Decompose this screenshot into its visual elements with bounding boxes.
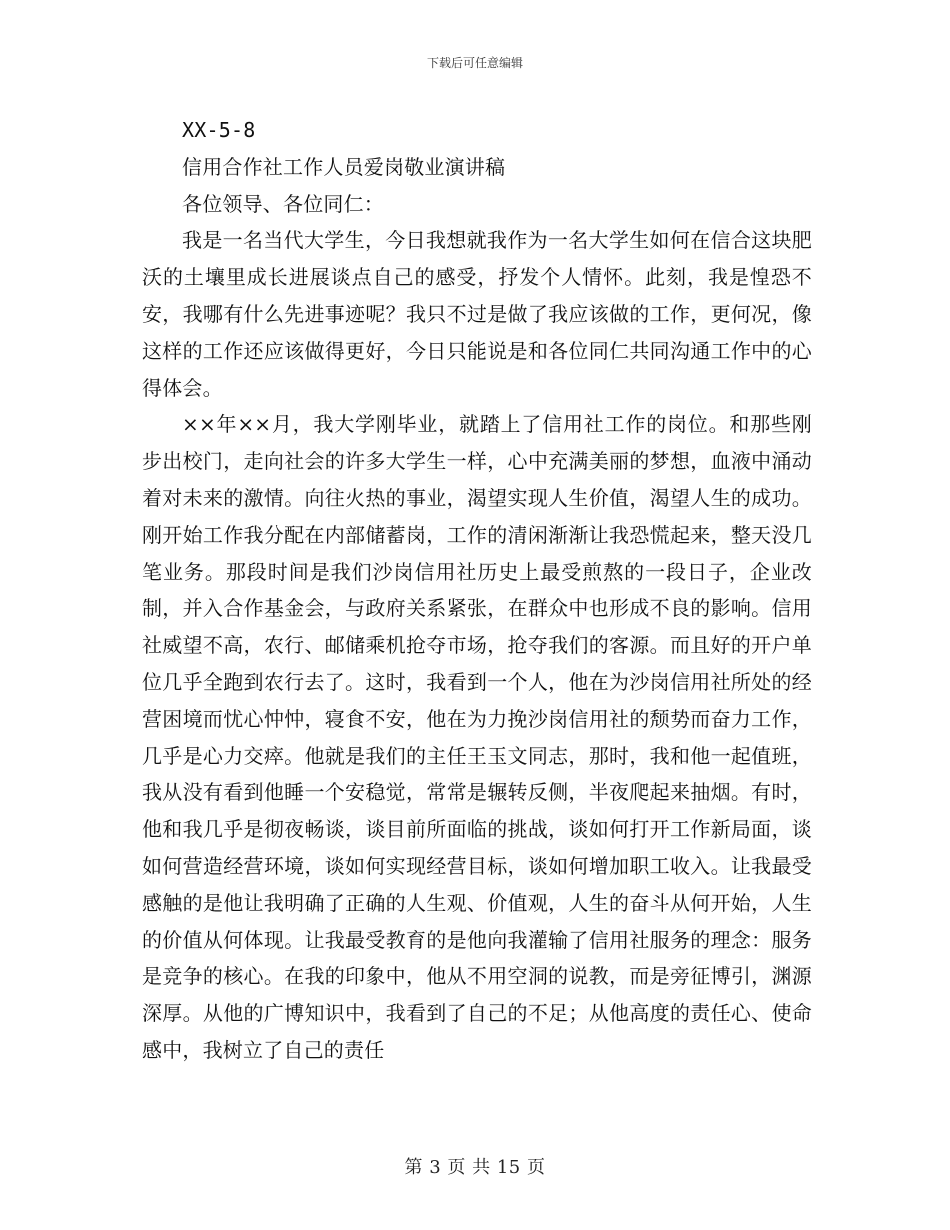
document-title: 信用合作社工作人员爱岗敬业演讲稿 [182,154,506,179]
page-number-footer: 第 3 页 共 15 页 [404,1157,546,1178]
paragraph-2: ××年××月，我大学刚毕业，就踏上了信用社工作的岗位。和那些刚步出校门，走向社会的许多大学生一样，心中充满美丽的梦想，血液中涌动着对未来的激情。向往火热的事业，渴望实现人生价值，渴望人生的成功。刚开始工作我分配在内部储蓄岗，工作的清闲渐渐让我恐慌起来，整天没几笔业务。那段时间是我们沙岗信用社历史上最受煎熬的一段日子，企业改制，并入合作基金会，与政府关系紧张，在群众中也形成不良的影响。信用社威望不高，农行、邮储乘机抢夺市场，抢夺我们的客源。而且好的开户单位几乎全跑到农行去了。这时，我看到一个人，他在为沙岗信用社所处的经营困境而忧心忡忡，寝食不安，他在为力挽沙岗信用社的颓势而奋力工作，几乎是心力交瘁。他就是我们的主任王玉文同志，那时，我和他一起值班，我从没有看到他睡一个安稳觉，常常是辗转反侧，半夜爬起来抽烟。有时，他和我几乎是彻夜畅谈，谈目前所面临的挑战，谈如何打开工作新局面，谈如何营造经营环境，谈如何实现经营目标，谈如何增加职工收入。让我最受感触的是他让我明确了正确的人生观、价值观，人生的奋斗从何开始，人生的价值从何体现。让我最受教育的是他向我灌输了信用社服务的理念：服务是竞争的核心。在我的印象中，他从不用空洞的说教，而是旁征博引，渊源深厚。从他的广博知识中，我看到了自己的不足；从他高度的责任心、使命感中，我树立了自己的责任 [142,412,812,1062]
salutation: 各位领导、各位同仁： [182,191,384,216]
header-note: 下载后可任意编辑 [426,56,523,70]
document-content [142,112,812,1069]
document-date: XX-5-8 [182,118,256,142]
paragraph-1: 我是一名当代大学生，今日我想就我作为一名大学生如何在信合这块肥沃的土壤里成长进展谈点自己的感受，抒发个人情怀。此刻，我是惶恐不安，我哪有什么先进事迹呢？我只不过是做了我应该做的工作，更何况，像这样的工作还应该做得更好，今日只能说是和各位同仁共同沟通工作中的心得体会。 [142,228,812,400]
